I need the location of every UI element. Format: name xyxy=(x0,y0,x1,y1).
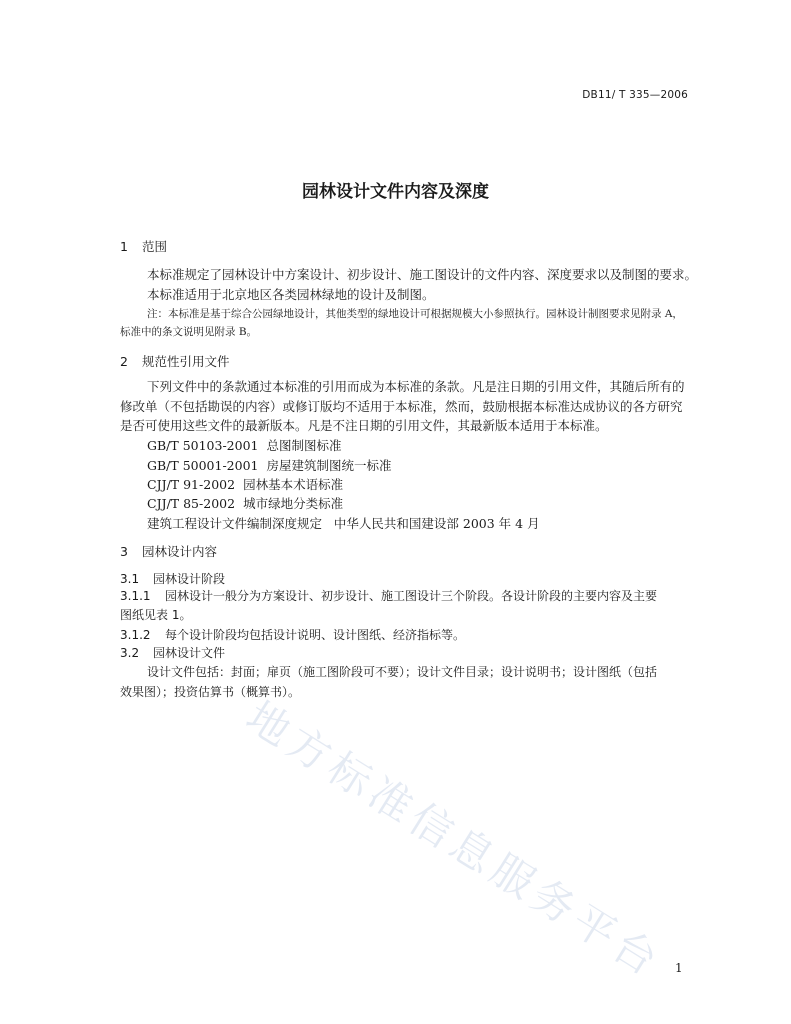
page-title: 园林设计文件内容及深度 xyxy=(302,182,489,202)
section-1-paragraph-1: 本标准规定了园林设计中方案设计、初步设计、施工图设计的文件内容、深度要求以及制图的要求。 xyxy=(147,267,698,282)
subsection-title: 园林设计文件 xyxy=(153,646,226,660)
reference-item xyxy=(147,436,342,454)
subsection-3-2-heading xyxy=(120,644,225,661)
reference-code: GB/T 50103-2001 xyxy=(147,438,259,453)
clause-3-1-2 xyxy=(120,626,465,643)
section-2-paragraph-line-2: 修改单（不包括勘误的内容）或修订版均不适用于本标准，然而，鼓励根据本标准达成协议的各方研究 xyxy=(120,399,683,414)
watermark: 地方标准信息服务平台 xyxy=(237,691,671,988)
standard-number: DB11/ T 335—2006 xyxy=(582,89,688,101)
reference-item xyxy=(147,456,392,474)
section-title: 范围 xyxy=(142,239,168,254)
reference-item xyxy=(147,475,343,493)
section-1-paragraph-2: 本标准适用于北京地区各类园林绿地的设计及制图。 xyxy=(147,287,435,302)
reference-name: 园林基本术语标准 xyxy=(243,477,344,492)
reference-code: CJJ/T 85-2002 xyxy=(147,496,236,511)
section-2-paragraph-line-3: 是否可使用这些文件的最新版本。凡是不注日期的引用文件，其最新版本适用于本标准。 xyxy=(120,418,608,433)
section-2-heading xyxy=(120,352,230,370)
section-title: 园林设计内容 xyxy=(142,544,218,559)
subsection-3-1-heading xyxy=(120,570,225,587)
clause-text: 每个设计阶段均包括设计说明、设计图纸、经济指标等。 xyxy=(165,628,466,642)
section-1-heading xyxy=(120,237,167,255)
reference-name: 城市绿地分类标准 xyxy=(243,496,344,511)
reference-name: 总图制图标准 xyxy=(266,438,342,453)
section-number: 2 xyxy=(120,354,128,369)
section-2-paragraph-line-1: 下列文件中的条款通过本标准的引用而成为本标准的条款。凡是注日期的引用文件，其随后所有的 xyxy=(147,379,685,394)
reference-item xyxy=(147,494,343,512)
section-1-note-line-1: 注：本标准是基于综合公园绿地设计，其他类型的绿地设计可根据规模大小参照执行。园林设计制图要求见附录 A， xyxy=(147,308,683,320)
clause-3-1-1-line-2: 图纸见表 1。 xyxy=(120,608,192,622)
subsection-number: 3.2 xyxy=(120,646,140,660)
subsection-title: 园林设计阶段 xyxy=(153,572,226,586)
clause-number: 3.1.1 xyxy=(120,589,151,603)
section-number: 1 xyxy=(120,239,128,254)
reference-item-last: 建筑工程设计文件编制深度规定 中华人民共和国建设部 2003 年 4 月 xyxy=(147,516,540,531)
section-number: 3 xyxy=(120,544,128,559)
section-1-note-line-2: 标准中的条文说明见附录 B。 xyxy=(120,326,258,338)
page-number: 1 xyxy=(675,961,683,975)
clause-number: 3.1.2 xyxy=(120,628,151,642)
subsection-3-2-paragraph-line-1: 设计文件包括：封面；扉页（施工图阶段可不要）；设计文件目录；设计说明书；设计图纸（包括 xyxy=(147,665,658,679)
section-title: 规范性引用文件 xyxy=(142,354,230,369)
subsection-3-2-paragraph-line-2: 效果图）；投资估算书（概算书）。 xyxy=(120,685,301,699)
reference-code: CJJ/T 91-2002 xyxy=(147,477,236,492)
subsection-number: 3.1 xyxy=(120,572,140,586)
reference-code: GB/T 50001-2001 xyxy=(147,458,259,473)
clause-3-1-1-line-1 xyxy=(120,587,657,604)
section-3-heading xyxy=(120,542,217,560)
clause-text: 园林设计一般分为方案设计、初步设计、施工图设计三个阶段。各设计阶段的主要内容及主要 xyxy=(165,589,658,603)
reference-name: 房屋建筑制图统一标准 xyxy=(266,458,392,473)
